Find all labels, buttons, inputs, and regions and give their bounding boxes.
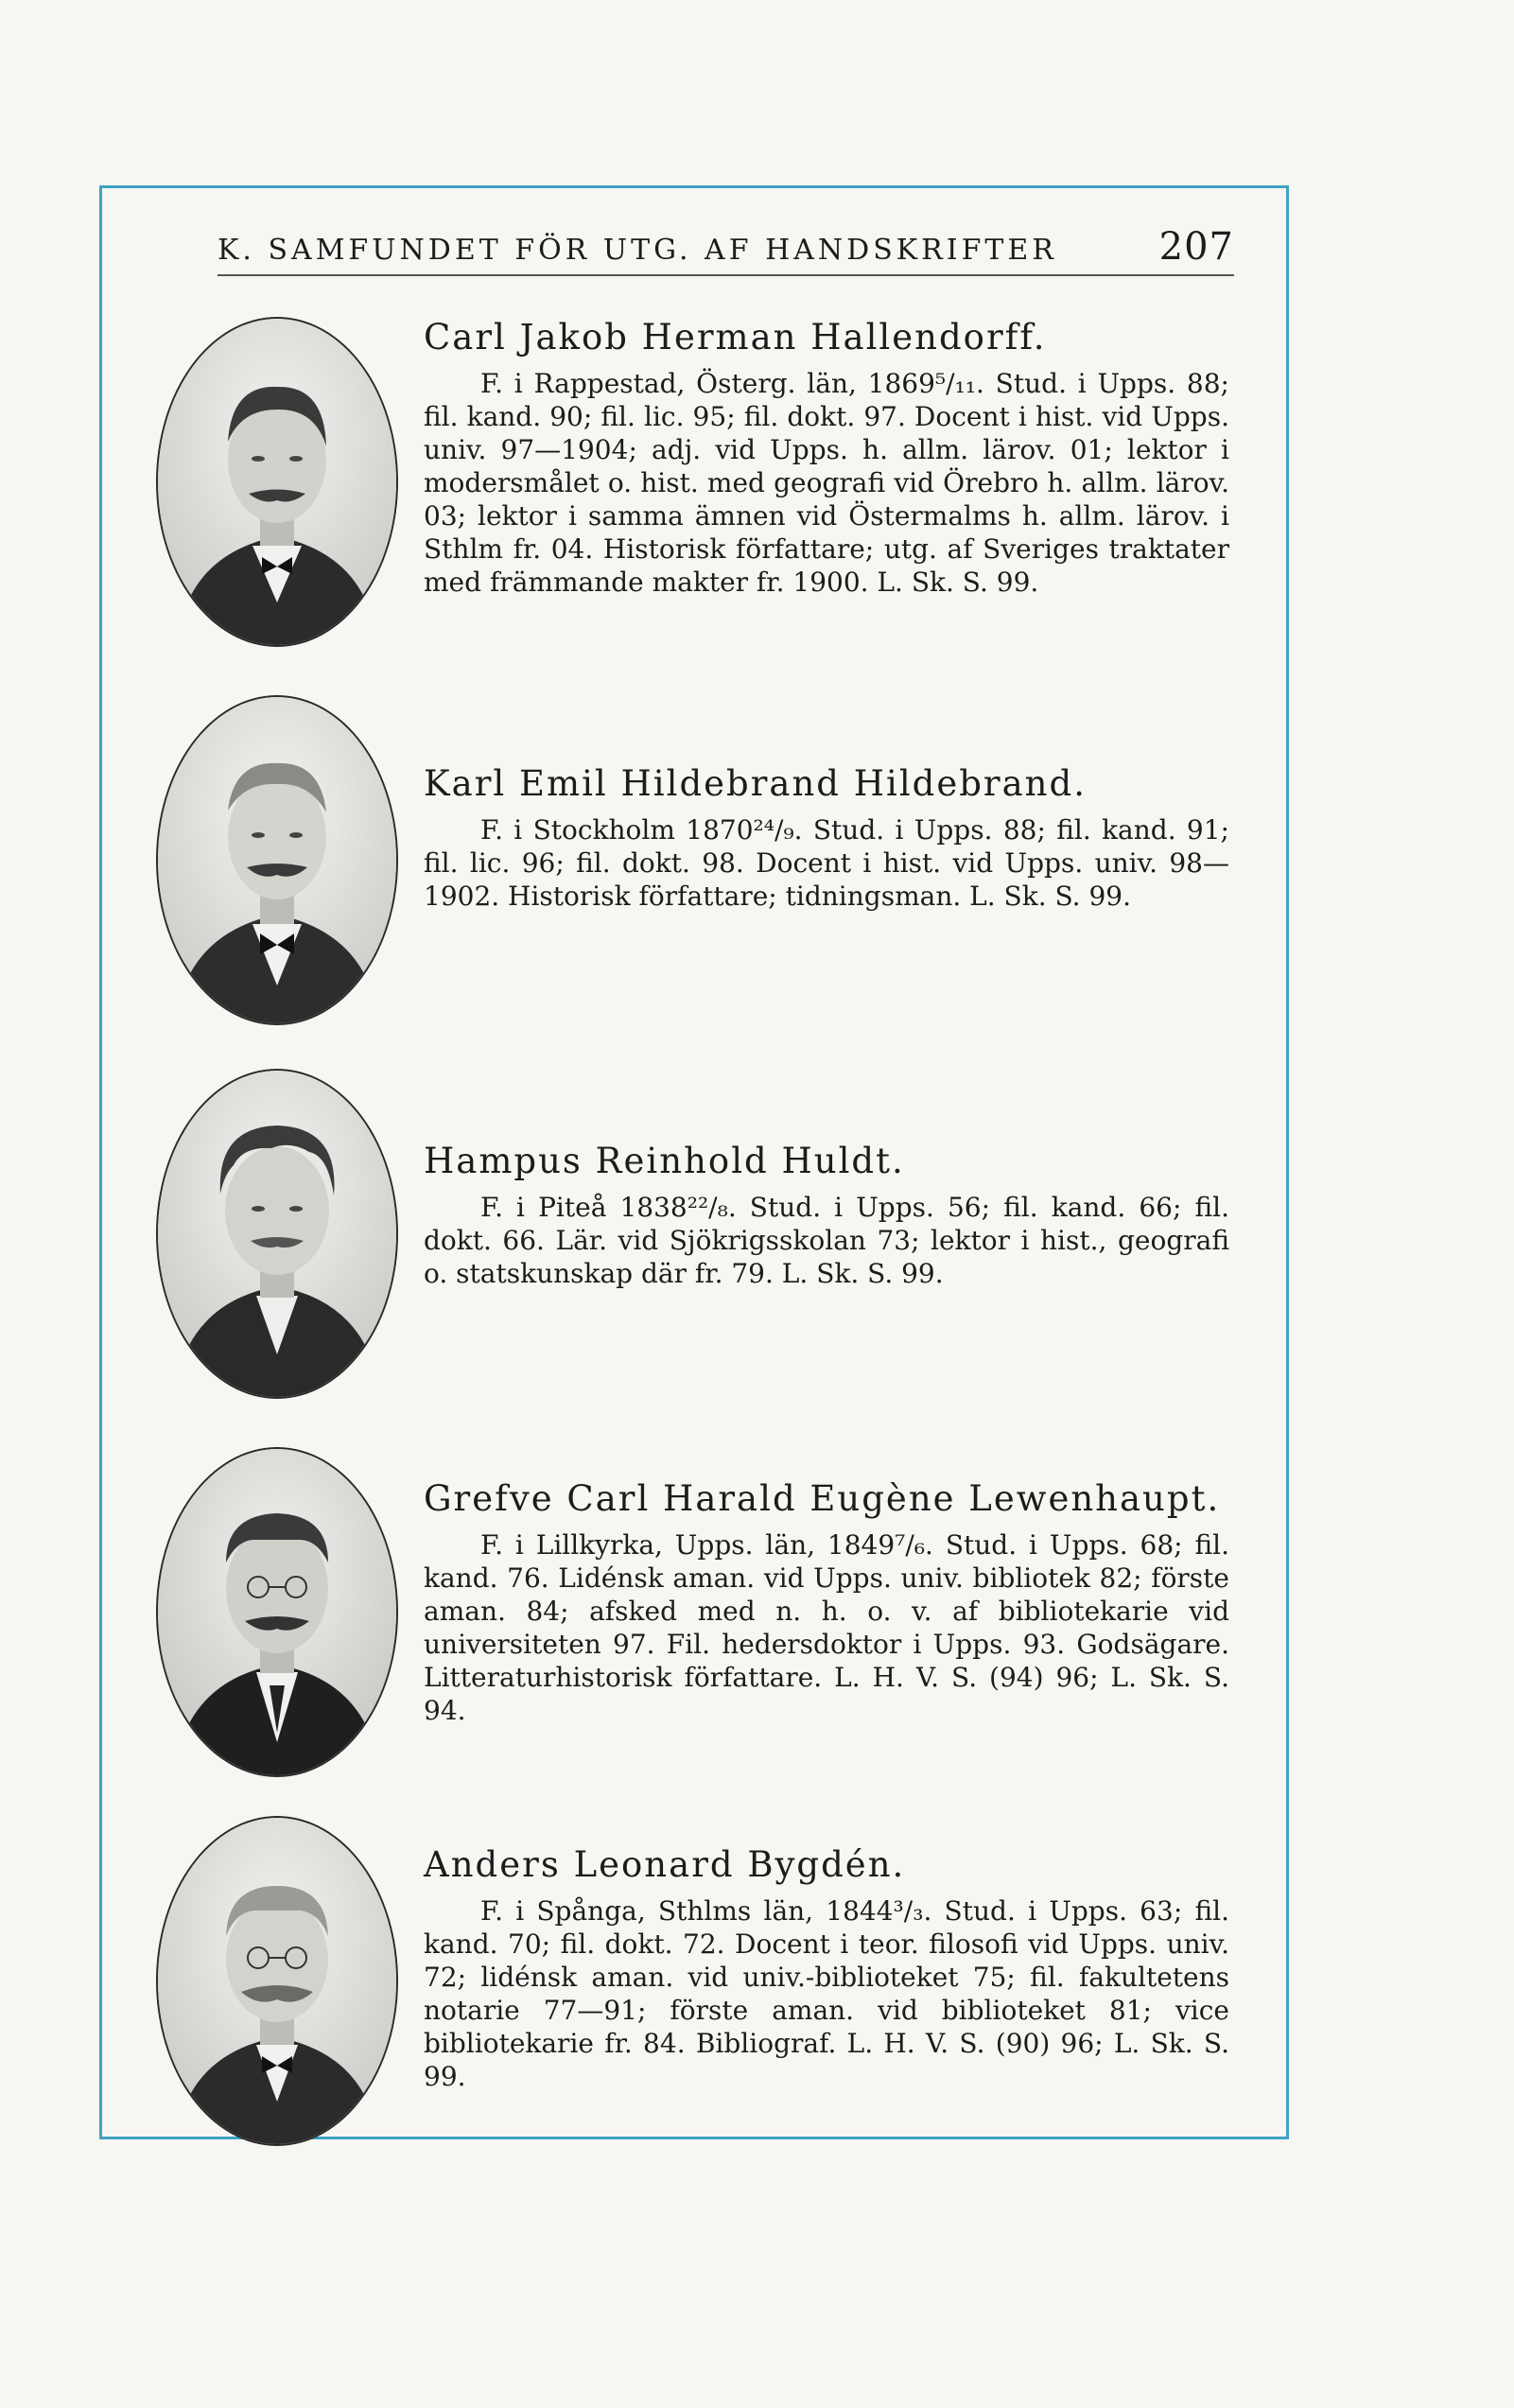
portrait-photo xyxy=(156,695,398,1025)
biography-text: F. i Lillkyrka, Upps. län, 1849⁷/₆. Stud. i Upps. 68; fil. kand. 76. Lidénsk aman. vid Upps. univ. bibliotek 82; förste aman. 84; afsked med n. h. o. v. af bibliotekarie vid universiteten 97. Fil. hedersdoktor i Upps. 93. Godsägare. Litteraturhistorisk författare. L. H. V. S. (94) 96; L. Sk. S. 94. xyxy=(424,1529,1229,1726)
portrait-photo xyxy=(156,1816,398,2146)
page-number: 207 xyxy=(1158,225,1234,269)
person-name: Karl Emil Hildebrand Hildebrand. xyxy=(424,763,1087,804)
running-head xyxy=(218,225,1234,276)
person-name: Carl Jakob Herman Hallendorff. xyxy=(424,317,1047,358)
biography-text: F. i Spånga, Sthlms län, 1844³/₃. Stud. i Upps. 63; fil. kand. 70; fil. dokt. 72. Docent i teor. filosofi vid Upps. univ. 72; lidénsk aman. vid univ.-biblioteket 75; fil. fakultetens notarie 77—91; förste aman. vid biblioteket 81; vice bibliotekarie fr. 84. Bibliograf. L. H. V. S. (90) 96; L. Sk. S. 99. xyxy=(424,1895,1229,2092)
person-name: Hampus Reinhold Huldt. xyxy=(424,1141,905,1181)
portrait-photo xyxy=(156,1447,398,1777)
biography-text: F. i Stockholm 1870²⁴/₉. Stud. i Upps. 88; fil. kand. 91; fil. lic. 96; fil. dokt. 98. Docent i hist. vid Upps. univ. 98—1902. Historisk författare; tidningsman. L. Sk. S. 99. xyxy=(424,814,1229,912)
portrait-photo xyxy=(156,1069,398,1399)
biography-text: F. i Piteå 1838²²/₈. Stud. i Upps. 56; fil. kand. 66; fil. dokt. 66. Lär. vid Sjökrigsskolan 73; lektor i hist., geografi o. statskunskap där fr. 79. L. Sk. S. 99. xyxy=(424,1192,1229,1289)
person-name: Anders Leonard Bygdén. xyxy=(424,1844,906,1885)
portrait-photo xyxy=(156,317,398,647)
person-name: Grefve Carl Harald Eugène Lewenhaupt. xyxy=(424,1478,1221,1519)
running-title: K. SAMFUNDET FÖR UTG. AF HANDSKRIFTER xyxy=(218,234,1057,267)
biography-text: F. i Rappestad, Österg. län, 1869⁵/₁₁. Stud. i Upps. 88; fil. kand. 90; fil. lic. 95; fil. dokt. 97. Docent i hist. vid Upps. univ. 97—1904; adj. vid Upps. h. allm. lärov. 01; lektor i modersmålet o. hist. med geografi vid Örebro h. allm. lärov. 03; lektor i samma ämnen vid Östermalms h. allm. lärov. i Sthlm fr. 04. Historisk författare; utg. af Sveriges traktater med främmande makter fr. 1900. L. Sk. S. 99. xyxy=(424,368,1229,598)
